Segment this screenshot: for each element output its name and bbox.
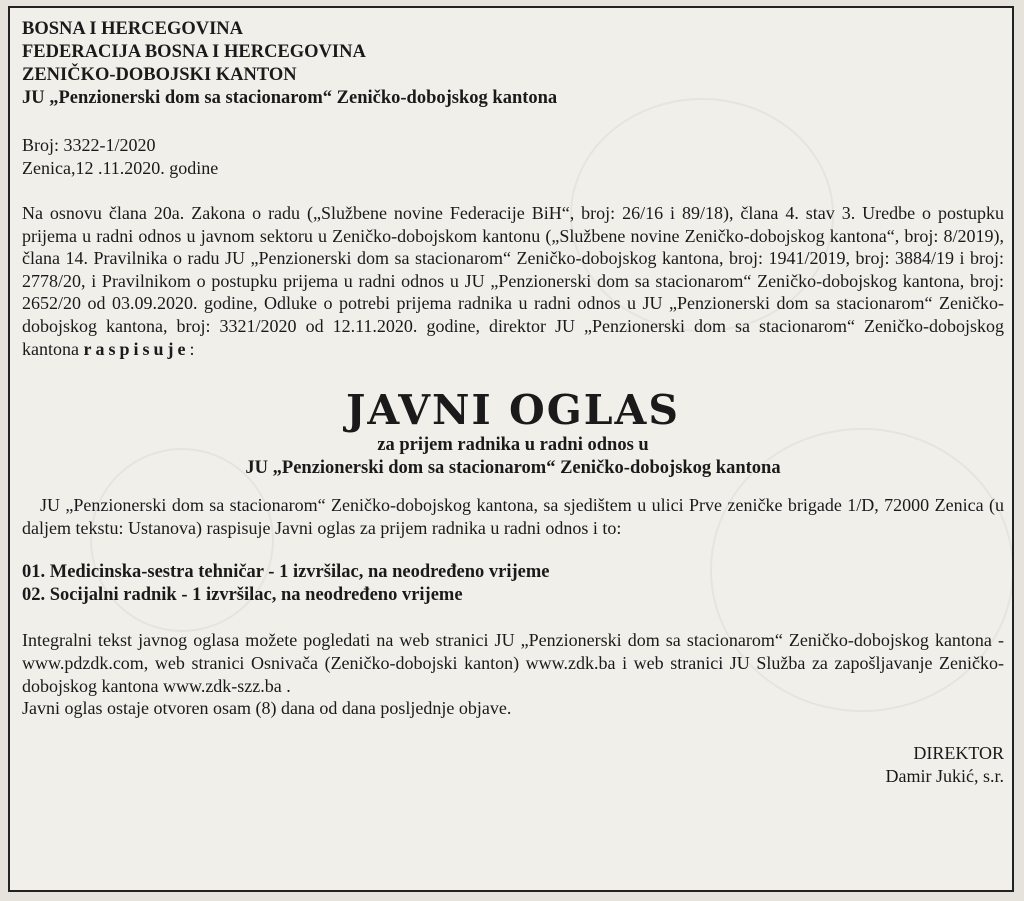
reference-date: Zenica,12 .11.2020. godine <box>22 158 219 178</box>
reference-number: Broj: 3322-1/2020 <box>22 135 156 155</box>
notice-frame <box>8 6 1014 892</box>
legal-preamble <box>22 202 1004 360</box>
intro-paragraph: JU „Penzionerski dom sa stacionarom“ Zeničko-dobojskog kantona, sa sjedištem u ulici Prve zeničke brigade 1/D, 72000 Zenica (u daljem tekstu: Ustanova) raspisuje Javni oglas za prijem radnika u radni odnos i to: <box>22 495 1004 538</box>
header-federation: FEDERACIJA BOSNA I HERCEGOVINA <box>22 42 366 62</box>
signature-block <box>22 742 1004 788</box>
positions-list <box>22 561 1004 607</box>
reference-block <box>22 134 1004 180</box>
closing-paragraph: Javni oglas ostaje otvoren osam (8) dana od dana posljednje objave. <box>22 698 512 719</box>
header-institution: JU „Penzionerski dom sa stacionarom“ Zeničko-dobojskog kantona <box>22 88 558 108</box>
info-paragraph: Integralni tekst javnog oglasa možete pogledati na web stranici JU „Penzionerski dom sa stacionarom“ Zeničko-dobojskog kantona - www.pdzdk.com, web stranici Osnivača (Zeničko-dobojski kanton) www.zdk.ba i web stranici JU Služba za zapošljavanje Zeničko-dobojskog kantona www.zdk-szz.ba . <box>22 630 1004 696</box>
position-item: 01. Medicinska-sestra tehničar - 1 izvršilac, na neodređeno vrijeme <box>22 562 550 583</box>
header-canton: ZENIČKO-DOBOJSKI KANTON <box>22 65 297 85</box>
header-country: BOSNA I HERCEGOVINA <box>22 19 244 39</box>
signature-name: Damir Jukić, s.r. <box>885 765 1004 786</box>
preamble-text: Na osnovu člana 20a. Zakona o radu („Službene novine Federacije BiH“, broj: 26/16 i 89/18), člana 4. stav 3. Uredbe o postupku prijema u radni odnos u javnom sektoru u Zeničko-dobojskom kantonu („Službene novine Zeničko-dobojskog kantona“, broj: 8/2019), člana 14. Pravilnika o radu JU „Penzionerski dom sa stacionarom“ Zeničko-dobojskog kantona, broj: 1941/2019, broj: 3884/19 i broj: 2778/20, i Pravilnikom o postupku prijema u radni odnos u JU „Penzionerski dom sa stacionarom“ Zeničko-dobojskog kantona, broj: 2652/20 od 03.09.2020. godine, Odluke o potrebi prijema radnika u radni odnos u JU „Penzionerski dom sa stacionarom“ Zeničko-dobojskog kantona, broj: 3321/2020 od 12.11.2020. godine, direktor JU „Penzionerski dom sa stacionarom“ Zeničko-dobojskog kantona <box>22 203 1004 359</box>
notice-content <box>22 18 1004 788</box>
announcement-subtitle-2: JU „Penzionerski dom sa stacionarom“ Zeničko-dobojskog kantona <box>245 458 781 479</box>
preamble-emphasis: raspisuje <box>83 338 190 359</box>
issuer-header <box>22 18 1004 110</box>
signature-role: DIREKTOR <box>913 742 1004 763</box>
announcement-subtitle-1: za prijem radnika u radni odnos u <box>377 435 649 456</box>
preamble-suffix: : <box>189 338 195 359</box>
announcement-heading <box>22 386 1004 480</box>
announcement-title: JAVNI OGLAS <box>346 386 680 435</box>
position-item: 02. Socijalni radnik - 1 izvršilac, na neodređeno vrijeme <box>22 585 463 606</box>
